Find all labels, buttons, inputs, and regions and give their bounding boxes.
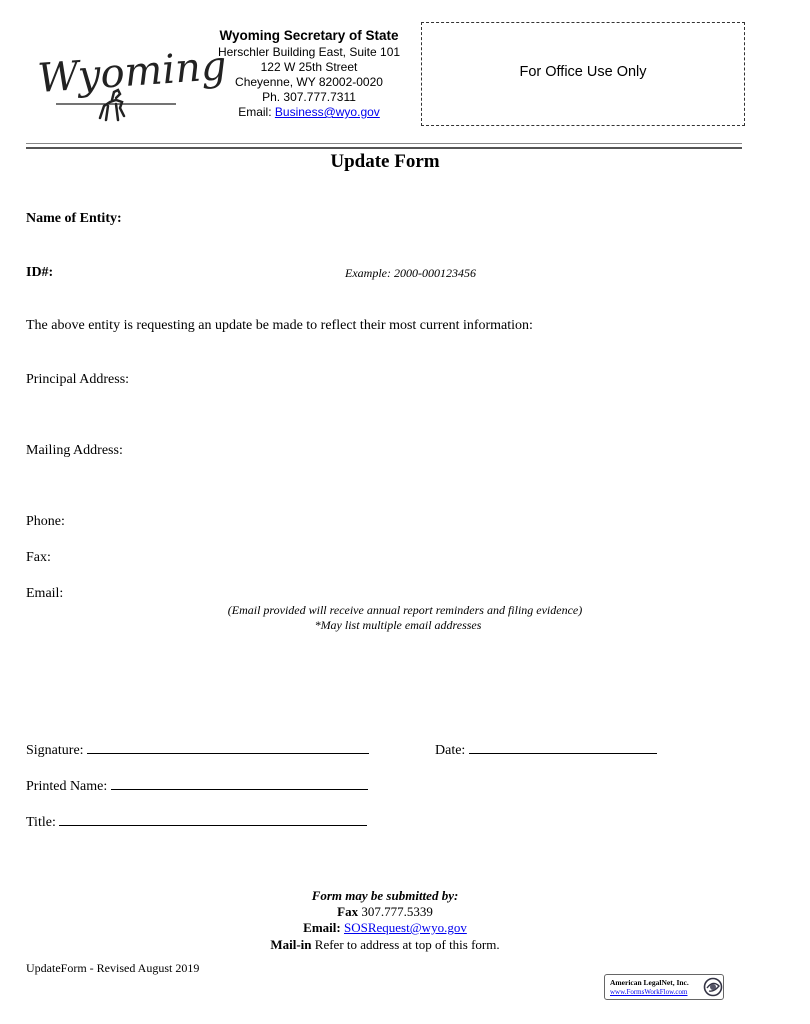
id-example: Example: 2000-000123456: [345, 266, 476, 280]
email-multiple-note: *May list multiple email addresses: [314, 618, 482, 632]
date-row: [435, 740, 657, 759]
submission-fax-label: Fax: [337, 904, 359, 919]
date-line[interactable]: [469, 740, 657, 754]
email-label: Email:: [238, 105, 275, 119]
title-line[interactable]: [59, 812, 367, 826]
header-divider: [26, 143, 742, 144]
badge-url[interactable]: www.FormsWorkFlow.com: [610, 988, 688, 996]
address-line-3: Cheyenne, WY 82002-0020: [235, 75, 383, 89]
signature-line[interactable]: [87, 740, 369, 754]
business-email-link[interactable]: Business@wyo.gov: [274, 105, 380, 119]
intro-text: The above entity is requesting an update be made to reflect their most current information:: [26, 318, 533, 333]
header-divider-thick: [26, 147, 742, 149]
printed-name-label: Printed Name:: [26, 779, 108, 794]
printed-name-row: [26, 776, 368, 795]
phone-label: Phone:: [26, 514, 65, 529]
address-line-1: Herschler Building East, Suite 101: [217, 45, 401, 59]
agency-name: Wyoming Secretary of State: [219, 28, 399, 43]
submission-email-label: Email:: [303, 920, 341, 935]
submission-mail-label: Mail-in: [270, 937, 312, 952]
fax-label: Fax:: [26, 550, 51, 565]
title-label: Title:: [26, 815, 56, 830]
signature-label: Signature:: [26, 743, 84, 758]
submission-fax: [0, 904, 770, 920]
phone-number: Ph. 307.777.7311: [262, 90, 356, 104]
submission-fax-value: 307.777.5339: [358, 904, 433, 919]
submission-mail: [0, 937, 770, 953]
name-of-entity-label: Name of Entity:: [26, 211, 122, 226]
title-row: [26, 812, 367, 831]
address-line-2: 122 W 25th Street: [260, 60, 358, 74]
bucking-horse-icon: [36, 30, 228, 125]
submission-heading: Form may be submitted by:: [311, 888, 459, 903]
signature-row: [26, 740, 369, 759]
svg-text:Wyoming: Wyoming: [36, 42, 228, 103]
globe-icon: [703, 977, 723, 997]
submission-mail-value: Refer to address at top of this form.: [311, 937, 500, 952]
office-use-label: For Office Use Only: [519, 64, 647, 80]
revision-note: UpdateForm - Revised August 2019: [26, 961, 200, 975]
email-label: Email:: [26, 586, 64, 601]
sos-request-email-link[interactable]: SOSRequest@wyo.gov: [343, 920, 467, 935]
email-line: [200, 105, 418, 119]
submission-email: [0, 920, 770, 936]
id-label: ID#:: [26, 265, 54, 280]
form-title: Update Form: [330, 151, 440, 172]
email-note: (Email provided will receive annual report reminders and filing evidence): [227, 603, 583, 617]
wyoming-logo: [36, 30, 228, 125]
legalnet-badge[interactable]: [604, 974, 724, 1000]
principal-address-label: Principal Address:: [26, 372, 130, 387]
mailing-address-label: Mailing Address:: [26, 443, 123, 458]
date-label: Date:: [435, 743, 466, 758]
printed-name-line[interactable]: [111, 776, 368, 790]
badge-name: American LegalNet, Inc.: [610, 978, 689, 987]
